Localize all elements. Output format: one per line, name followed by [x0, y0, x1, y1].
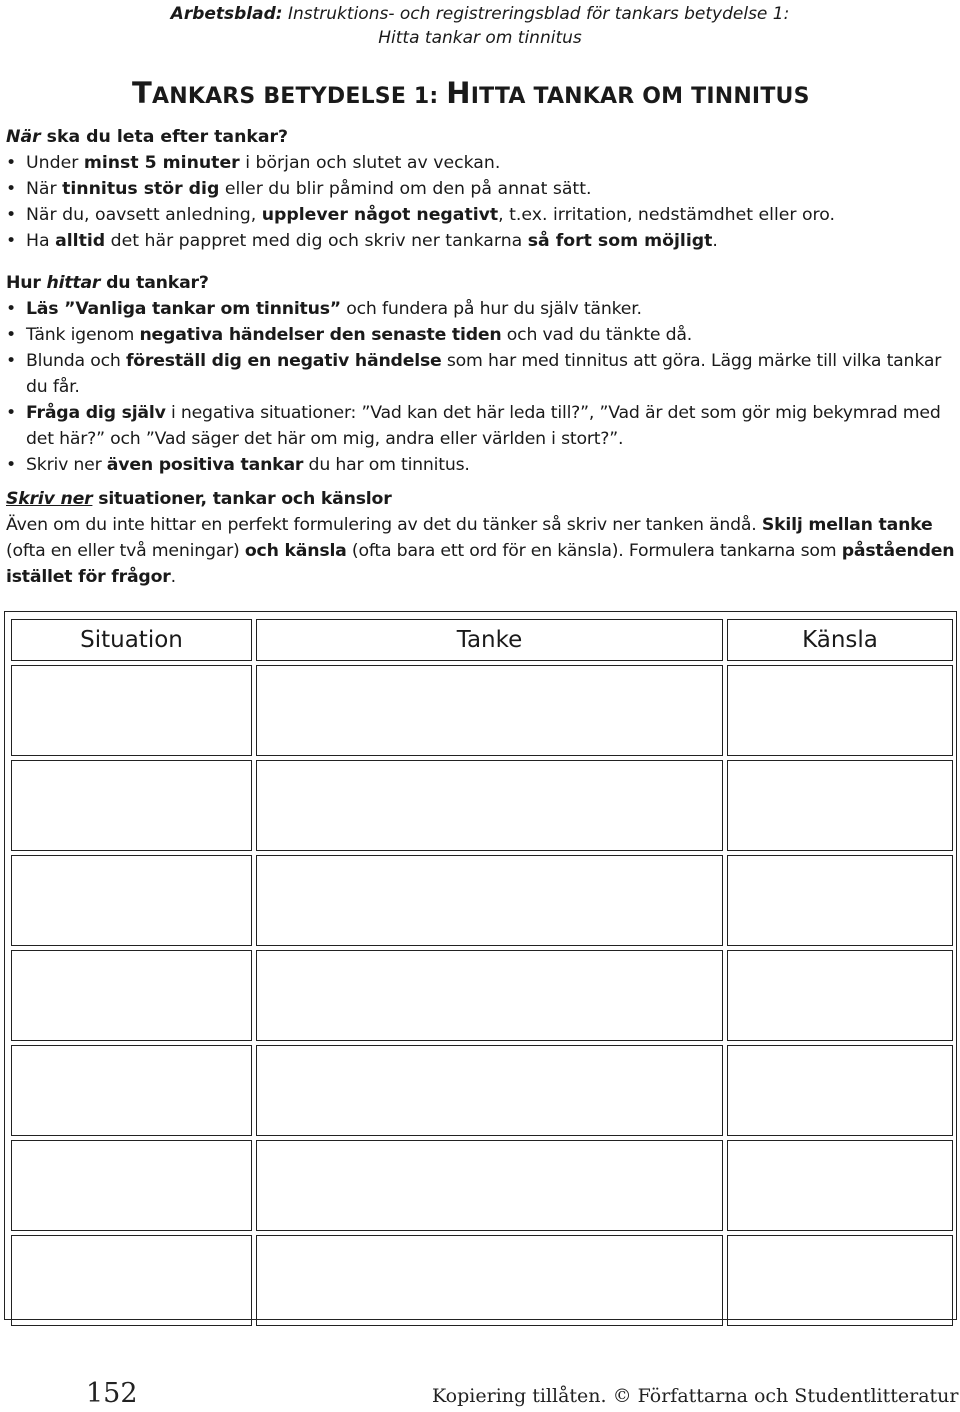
column-header-situation: Situation	[11, 619, 252, 661]
registration-table	[7, 615, 957, 1330]
header-line1: Instruktions- och registreringsblad för tankars betydelse 1:	[287, 4, 790, 24]
section-write	[6, 486, 956, 590]
header-label: Arbetsblad:	[170, 4, 283, 24]
tanke-cell[interactable]	[256, 665, 723, 756]
list-item: • Fråga dig själv i negativa situationer: ”Vad kan det här leda till?”, ”Vad är det som gör mig bekymrad med det här?” och ”Vad säger det här om mig, andra eller världen i stort?”.	[6, 400, 956, 452]
table-row	[11, 1140, 953, 1231]
situation-cell[interactable]	[11, 760, 252, 851]
kansla-cell[interactable]	[727, 1235, 953, 1326]
column-header-kansla: Känsla	[727, 619, 953, 661]
situation-cell[interactable]	[11, 1045, 252, 1136]
kansla-cell[interactable]	[727, 760, 953, 851]
section-how	[6, 270, 956, 478]
tanke-cell[interactable]	[256, 1045, 723, 1136]
tanke-cell[interactable]	[256, 1235, 723, 1326]
worksheet-header	[150, 2, 810, 50]
page-title	[132, 76, 832, 110]
list-item: • Skriv ner även positiva tankar du har om tinnitus.	[6, 452, 956, 478]
tanke-cell[interactable]	[256, 855, 723, 946]
tanke-cell[interactable]	[256, 1140, 723, 1231]
kansla-cell[interactable]	[727, 1140, 953, 1231]
copyright-notice: Kopiering tillåten. © Författarna och Studentlitteratur	[432, 1385, 959, 1407]
tanke-cell[interactable]	[256, 950, 723, 1041]
section-when-heading	[6, 124, 956, 150]
table-row	[11, 950, 953, 1041]
table-row	[11, 665, 953, 756]
section-write-heading: Skriv ner situationer, tankar och känslor	[6, 489, 392, 509]
table-row	[11, 1235, 953, 1326]
list-item: • Läs ”Vanliga tankar om tinnitus” och fundera på hur du själv tänker.	[6, 296, 956, 322]
table-row	[11, 855, 953, 946]
situation-cell[interactable]	[11, 1235, 252, 1326]
section-when	[6, 124, 956, 254]
title-rest-2: ITTA TANKAR OM TINNITUS	[470, 84, 810, 109]
list-item: • Tänk igenom negativa händelser den senaste tiden och vad du tänkte då.	[6, 322, 956, 348]
tanke-cell[interactable]	[256, 760, 723, 851]
table-header-row	[11, 619, 953, 661]
situation-cell[interactable]	[11, 855, 252, 946]
situation-cell[interactable]	[11, 950, 252, 1041]
section-how-heading: Hur hittar du tankar?	[6, 273, 209, 293]
kansla-cell[interactable]	[727, 950, 953, 1041]
situation-cell[interactable]	[11, 1140, 252, 1231]
list-item: • När du, oavsett anledning, upplever något negativt, t.ex. irritation, nedstämdhet eller oro.	[6, 202, 956, 228]
list-item: • Ha alltid det här pappret med dig och skriv ner tankarna så fort som möjligt.	[6, 228, 956, 254]
situation-cell[interactable]	[11, 665, 252, 756]
section-write-paragraph: Även om du inte hittar en perfekt formulering av det du tänker så skriv ner tanken ändå. Skilj mellan tanke (ofta en eller två meningar) och känsla (ofta bara ett ord för en känsla). Formulera tankarna som påståenden istället för frågor.	[6, 515, 955, 587]
table-row	[11, 1045, 953, 1136]
section-how-list	[6, 296, 956, 478]
title-cap-1: T	[132, 76, 152, 110]
registration-table-frame	[4, 611, 957, 1320]
heading-italic: När	[6, 127, 41, 147]
table-row	[11, 760, 953, 851]
kansla-cell[interactable]	[727, 855, 953, 946]
section-when-list	[6, 150, 956, 254]
title-rest-1: ANKARS BETYDELSE 1:	[151, 84, 447, 109]
kansla-cell[interactable]	[727, 665, 953, 756]
list-item: • Blunda och föreställ dig en negativ händelse som har med tinnitus att göra. Lägg märke till vilka tankar du får.	[6, 348, 956, 400]
list-item: • När tinnitus stör dig eller du blir påmind om den på annat sätt.	[6, 176, 956, 202]
column-header-tanke: Tanke	[256, 619, 723, 661]
kansla-cell[interactable]	[727, 1045, 953, 1136]
page-number: 152	[86, 1378, 138, 1409]
title-cap-2: H	[446, 76, 471, 110]
list-item: • Under minst 5 minuter i början och slutet av veckan.	[6, 150, 956, 176]
header-line2: Hitta tankar om tinnitus	[378, 28, 582, 48]
heading-rest: ska du leta efter tankar?	[40, 127, 289, 147]
